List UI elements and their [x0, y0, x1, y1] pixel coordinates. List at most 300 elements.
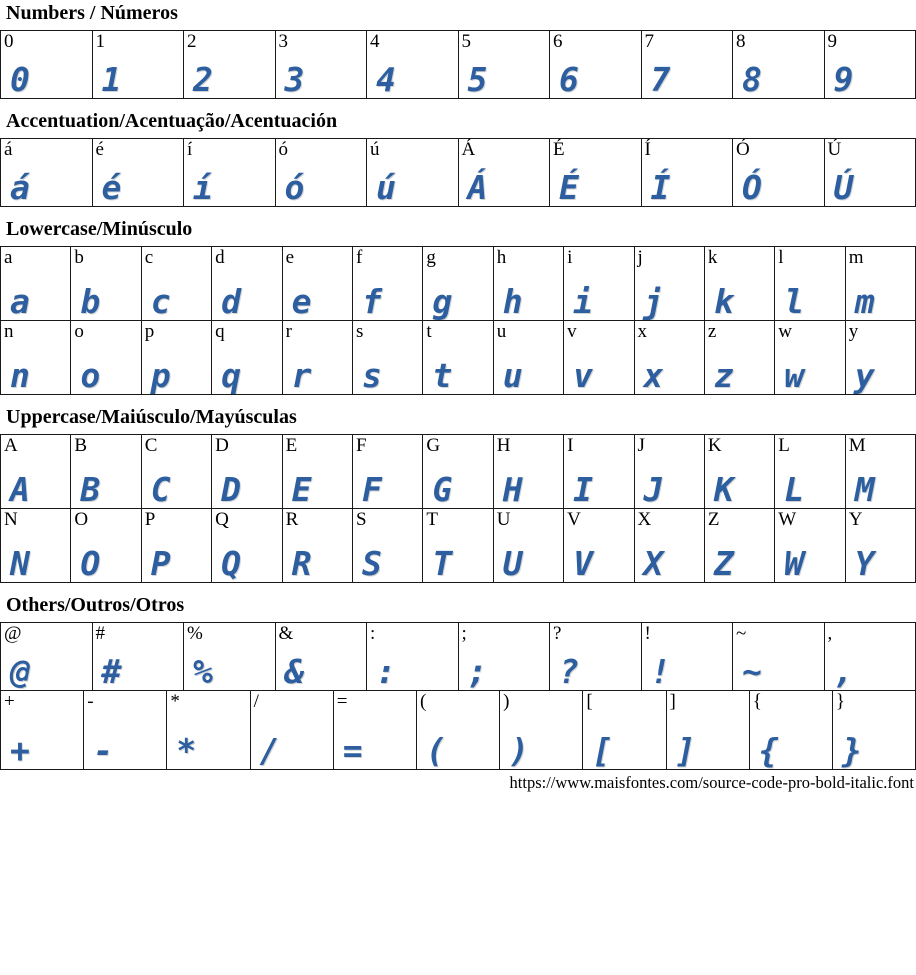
- char-label: ): [503, 691, 510, 712]
- section-accentuation: [0, 110, 916, 207]
- char-preview: 6: [559, 59, 579, 98]
- char-cell: [550, 139, 642, 206]
- char-preview: C: [150, 469, 171, 508]
- char-preview: 3: [284, 59, 305, 98]
- char-preview: +: [10, 730, 30, 769]
- char-table: [0, 30, 916, 99]
- char-cell: [635, 435, 705, 508]
- char-cell: [775, 509, 845, 582]
- char-cell: [276, 623, 368, 690]
- char-cell: [750, 691, 833, 769]
- char-label: á: [4, 139, 13, 160]
- char-cell: [353, 509, 423, 582]
- char-cell: [1, 321, 71, 394]
- section-title: Others/Outros/Otros: [6, 594, 185, 616]
- char-preview: 5: [467, 59, 488, 98]
- char-preview: @: [10, 651, 30, 690]
- section-others: [0, 594, 916, 770]
- char-cell: [251, 691, 334, 769]
- char-preview: f: [361, 281, 382, 320]
- char-cell: [212, 435, 282, 508]
- char-preview: G: [432, 469, 453, 508]
- char-cell: [142, 509, 212, 582]
- char-preview: /: [259, 730, 280, 769]
- char-preview: ó: [284, 167, 305, 206]
- char-cell: [423, 247, 493, 320]
- char-cell: [334, 691, 417, 769]
- char-label: c: [144, 247, 154, 268]
- char-label: D: [215, 435, 229, 456]
- char-label: í: [187, 139, 193, 160]
- char-label: 7: [644, 31, 654, 52]
- char-cell: [564, 435, 634, 508]
- char-label: Q: [215, 509, 229, 530]
- char-cell: [1, 623, 93, 690]
- char-preview: 0: [10, 59, 30, 98]
- char-label: G: [426, 435, 441, 456]
- char-cell: [825, 623, 916, 690]
- section-lowercase: [0, 218, 916, 395]
- char-label: ;: [461, 623, 467, 644]
- char-preview: s: [361, 355, 382, 394]
- char-cell: [733, 31, 825, 98]
- char-label: i: [567, 247, 573, 268]
- char-cell: [276, 139, 368, 206]
- char-preview: u: [502, 355, 523, 394]
- char-label: x: [637, 321, 648, 342]
- char-label: -: [87, 691, 94, 712]
- char-preview: ]: [675, 730, 696, 769]
- char-label: t: [426, 321, 432, 342]
- char-cell: [705, 435, 775, 508]
- char-preview: Ó: [742, 167, 762, 206]
- char-cell: [184, 623, 276, 690]
- char-cell: [550, 623, 642, 690]
- char-preview: í: [193, 167, 213, 206]
- char-label: h: [496, 247, 507, 268]
- char-preview: U: [502, 543, 523, 582]
- char-cell: [283, 435, 353, 508]
- char-label: E: [285, 435, 298, 456]
- char-cell: [71, 435, 141, 508]
- char-preview: *: [176, 730, 197, 769]
- char-label: v: [567, 321, 577, 342]
- char-preview: r: [291, 355, 312, 394]
- char-preview: H: [502, 469, 523, 508]
- char-label: é: [95, 139, 104, 160]
- char-preview: A: [10, 469, 30, 508]
- char-label: ]: [669, 691, 676, 712]
- char-cell: [733, 623, 825, 690]
- section-title: Numbers / Números: [6, 2, 178, 24]
- char-preview: g: [432, 281, 453, 320]
- char-preview: Y: [854, 543, 875, 582]
- char-label: @: [4, 623, 22, 644]
- char-cell: [71, 247, 141, 320]
- char-cell: [583, 691, 666, 769]
- char-cell: [494, 509, 564, 582]
- char-preview: 4: [376, 59, 396, 98]
- char-cell: [1, 247, 71, 320]
- char-preview: y: [854, 355, 875, 394]
- char-cell: [1, 509, 71, 582]
- char-preview: w: [784, 355, 805, 394]
- char-preview: b: [80, 281, 101, 320]
- char-cell: [459, 31, 551, 98]
- char-label: 5: [461, 31, 471, 52]
- char-preview: t: [432, 355, 453, 394]
- char-cell: [494, 321, 564, 394]
- char-preview: k: [713, 281, 734, 320]
- char-preview: -: [93, 730, 114, 769]
- char-preview: ,: [833, 651, 854, 690]
- char-label: T: [426, 509, 438, 530]
- char-label: l: [778, 247, 784, 268]
- char-preview: Á: [467, 167, 488, 206]
- char-cell: [93, 623, 185, 690]
- char-label: U: [496, 509, 511, 530]
- char-preview: e: [291, 281, 312, 320]
- char-preview: m: [854, 281, 875, 320]
- char-cell: [423, 509, 493, 582]
- char-label: Í: [644, 139, 651, 160]
- char-label: ,: [827, 623, 833, 644]
- char-label: N: [4, 509, 18, 530]
- char-preview: K: [713, 469, 734, 508]
- char-cell: [212, 509, 282, 582]
- char-cell: [84, 691, 167, 769]
- char-preview: }: [841, 730, 862, 769]
- char-preview: &: [284, 651, 305, 690]
- char-label: I: [567, 435, 574, 456]
- char-label: J: [637, 435, 645, 456]
- char-preview: I: [573, 469, 593, 508]
- char-cell: [775, 321, 845, 394]
- char-label: z: [707, 321, 717, 342]
- char-cell: [564, 247, 634, 320]
- char-label: C: [144, 435, 158, 456]
- char-cell: [825, 139, 916, 206]
- char-preview: z: [713, 355, 734, 394]
- char-preview: =: [342, 730, 363, 769]
- char-label: R: [285, 509, 299, 530]
- char-label: 4: [370, 31, 380, 52]
- char-row: [1, 508, 915, 582]
- char-label: ú: [370, 139, 380, 160]
- char-preview: 9: [833, 59, 854, 98]
- char-label: B: [74, 435, 88, 456]
- char-cell: [71, 509, 141, 582]
- char-row: [1, 623, 915, 690]
- char-label: #: [95, 623, 105, 644]
- char-cell: [184, 31, 276, 98]
- char-label: k: [707, 247, 718, 268]
- char-label: ó: [278, 139, 288, 160]
- char-label: f: [355, 247, 363, 268]
- char-preview: 8: [742, 59, 762, 98]
- char-preview: x: [643, 355, 664, 394]
- char-preview: 2: [193, 59, 213, 98]
- char-cell: [353, 435, 423, 508]
- char-preview: n: [10, 355, 30, 394]
- char-cell: [1, 435, 71, 508]
- char-cell: [705, 321, 775, 394]
- char-label: u: [496, 321, 507, 342]
- char-label: A: [4, 435, 18, 456]
- char-cell: [283, 509, 353, 582]
- char-label: 2: [187, 31, 197, 52]
- char-preview: D: [221, 469, 242, 508]
- char-label: 3: [278, 31, 288, 52]
- char-label: +: [4, 691, 15, 712]
- char-label: !: [644, 623, 651, 644]
- char-cell: [142, 247, 212, 320]
- char-label: w: [778, 321, 793, 342]
- char-label: S: [355, 509, 367, 530]
- char-label: O: [74, 509, 89, 530]
- char-cell: [212, 321, 282, 394]
- char-preview: É: [559, 167, 579, 206]
- char-cell: [833, 691, 915, 769]
- char-label: 0: [4, 31, 14, 52]
- char-preview: j: [643, 281, 664, 320]
- char-label: %: [187, 623, 203, 644]
- char-preview: Í: [650, 167, 671, 206]
- char-cell: [1, 691, 84, 769]
- char-preview: é: [101, 167, 122, 206]
- char-preview: Q: [221, 543, 242, 582]
- char-cell: [367, 139, 459, 206]
- char-row: [1, 435, 915, 508]
- char-preview: W: [784, 543, 805, 582]
- section-title: Uppercase/Maiúsculo/Mayúsculas: [6, 406, 297, 428]
- char-cell: [93, 31, 185, 98]
- char-preview: %: [193, 651, 213, 690]
- char-cell: [212, 247, 282, 320]
- char-label: g: [426, 247, 436, 268]
- char-cell: [71, 321, 141, 394]
- char-preview: O: [80, 543, 101, 582]
- char-label: e: [285, 247, 294, 268]
- char-cell: [494, 435, 564, 508]
- char-row: [1, 139, 915, 206]
- char-preview: Z: [713, 543, 734, 582]
- char-cell: [705, 247, 775, 320]
- char-label: j: [637, 247, 643, 268]
- char-label: :: [370, 623, 376, 644]
- char-preview: a: [10, 281, 30, 320]
- char-cell: [635, 509, 705, 582]
- char-preview: ?: [559, 651, 579, 690]
- char-label: m: [848, 247, 864, 268]
- footer-url: https://www.maisfontes.com/source-code-pro-bold-italic.font: [509, 773, 914, 792]
- char-cell: [775, 247, 845, 320]
- char-label: 6: [553, 31, 563, 52]
- char-label: (: [419, 691, 427, 712]
- char-cell: [846, 247, 915, 320]
- char-preview: T: [432, 543, 453, 582]
- char-label: {: [752, 691, 762, 712]
- char-cell: [276, 31, 368, 98]
- char-label: [: [586, 691, 593, 712]
- char-cell: [459, 139, 551, 206]
- char-label: H: [496, 435, 511, 456]
- char-label: F: [355, 435, 367, 456]
- char-cell: [642, 139, 734, 206]
- char-preview: v: [573, 355, 593, 394]
- char-preview: :: [376, 651, 396, 690]
- char-cell: [283, 321, 353, 394]
- section-title: Accentuation/Acentuação/Acentuación: [6, 110, 338, 132]
- char-label: V: [567, 509, 581, 530]
- char-label: p: [144, 321, 155, 342]
- char-label: *: [170, 691, 180, 712]
- char-cell: [459, 623, 551, 690]
- char-table: [0, 138, 916, 207]
- char-preview: [: [592, 730, 613, 769]
- char-cell: [635, 321, 705, 394]
- char-cell: [1, 31, 93, 98]
- char-preview: R: [291, 543, 312, 582]
- char-preview: ;: [467, 651, 488, 690]
- char-label: Z: [707, 509, 720, 530]
- char-preview: ~: [742, 651, 762, 690]
- char-label: M: [848, 435, 866, 456]
- char-label: }: [835, 691, 845, 712]
- char-label: É: [553, 139, 565, 160]
- char-label: X: [637, 509, 652, 530]
- char-cell: [667, 691, 750, 769]
- char-label: /: [253, 691, 259, 712]
- char-cell: [494, 247, 564, 320]
- char-preview: p: [150, 355, 171, 394]
- char-label: s: [355, 321, 364, 342]
- char-label: n: [4, 321, 14, 342]
- section-numbers: [0, 2, 916, 99]
- char-label: Ú: [827, 139, 842, 160]
- char-label: &: [278, 623, 294, 644]
- char-cell: [775, 435, 845, 508]
- char-label: r: [285, 321, 292, 342]
- char-preview: S: [361, 543, 382, 582]
- char-label: 9: [827, 31, 837, 52]
- char-preview: o: [80, 355, 101, 394]
- char-label: W: [778, 509, 797, 530]
- char-cell: [846, 435, 915, 508]
- char-cell: [353, 247, 423, 320]
- char-label: Y: [848, 509, 863, 530]
- char-preview: c: [150, 281, 171, 320]
- char-table: [0, 246, 916, 395]
- char-cell: [564, 509, 634, 582]
- char-label: ~: [736, 623, 747, 644]
- char-label: =: [336, 691, 348, 712]
- char-preview: !: [650, 651, 671, 690]
- char-cell: [283, 247, 353, 320]
- char-preview: d: [221, 281, 242, 320]
- char-preview: h: [502, 281, 523, 320]
- char-cell: [367, 31, 459, 98]
- char-preview: N: [10, 543, 30, 582]
- char-cell: [642, 31, 734, 98]
- char-preview: l: [784, 281, 805, 320]
- char-cell: [825, 31, 916, 98]
- char-cell: [142, 321, 212, 394]
- char-preview: E: [291, 469, 312, 508]
- char-cell: [417, 691, 500, 769]
- char-cell: [500, 691, 583, 769]
- char-cell: [353, 321, 423, 394]
- char-preview: (: [425, 730, 446, 769]
- char-preview: Ú: [833, 167, 854, 206]
- char-label: P: [144, 509, 156, 530]
- char-preview: P: [150, 543, 171, 582]
- char-preview: M: [854, 469, 875, 508]
- char-preview: ú: [376, 167, 396, 206]
- char-label: q: [215, 321, 225, 342]
- char-cell: [642, 623, 734, 690]
- char-cell: [423, 435, 493, 508]
- char-cell: [635, 247, 705, 320]
- char-cell: [705, 509, 775, 582]
- char-preview: q: [221, 355, 242, 394]
- char-preview: J: [643, 469, 664, 508]
- char-preview: #: [101, 651, 122, 690]
- char-row: [1, 247, 915, 320]
- char-cell: [733, 139, 825, 206]
- char-preview: ): [509, 730, 529, 769]
- char-label: K: [707, 435, 722, 456]
- char-preview: á: [10, 167, 30, 206]
- char-cell: [167, 691, 250, 769]
- char-label: d: [215, 247, 225, 268]
- char-row: [1, 690, 915, 769]
- section-title: Lowercase/Minúsculo: [6, 218, 193, 240]
- char-table: [0, 622, 916, 770]
- char-cell: [423, 321, 493, 394]
- char-preview: B: [80, 469, 101, 508]
- char-label: ?: [553, 623, 562, 644]
- char-preview: 1: [101, 59, 122, 98]
- char-cell: [184, 139, 276, 206]
- char-label: 8: [736, 31, 746, 52]
- char-preview: 7: [650, 59, 671, 98]
- char-cell: [142, 435, 212, 508]
- char-cell: [564, 321, 634, 394]
- char-cell: [550, 31, 642, 98]
- section-uppercase: [0, 406, 916, 583]
- char-cell: [846, 321, 915, 394]
- char-label: o: [74, 321, 84, 342]
- char-preview: {: [758, 730, 779, 769]
- char-label: y: [848, 321, 859, 342]
- char-row: [1, 320, 915, 394]
- char-cell: [93, 139, 185, 206]
- char-preview: i: [573, 281, 593, 320]
- char-label: Á: [461, 139, 476, 160]
- char-cell: [367, 623, 459, 690]
- char-preview: L: [784, 469, 805, 508]
- char-cell: [1, 139, 93, 206]
- char-label: b: [74, 247, 84, 268]
- char-label: L: [778, 435, 790, 456]
- char-preview: F: [361, 469, 382, 508]
- char-row: [1, 31, 915, 98]
- char-label: a: [4, 247, 13, 268]
- char-preview: V: [573, 543, 593, 582]
- char-label: 1: [95, 31, 105, 52]
- char-cell: [846, 509, 915, 582]
